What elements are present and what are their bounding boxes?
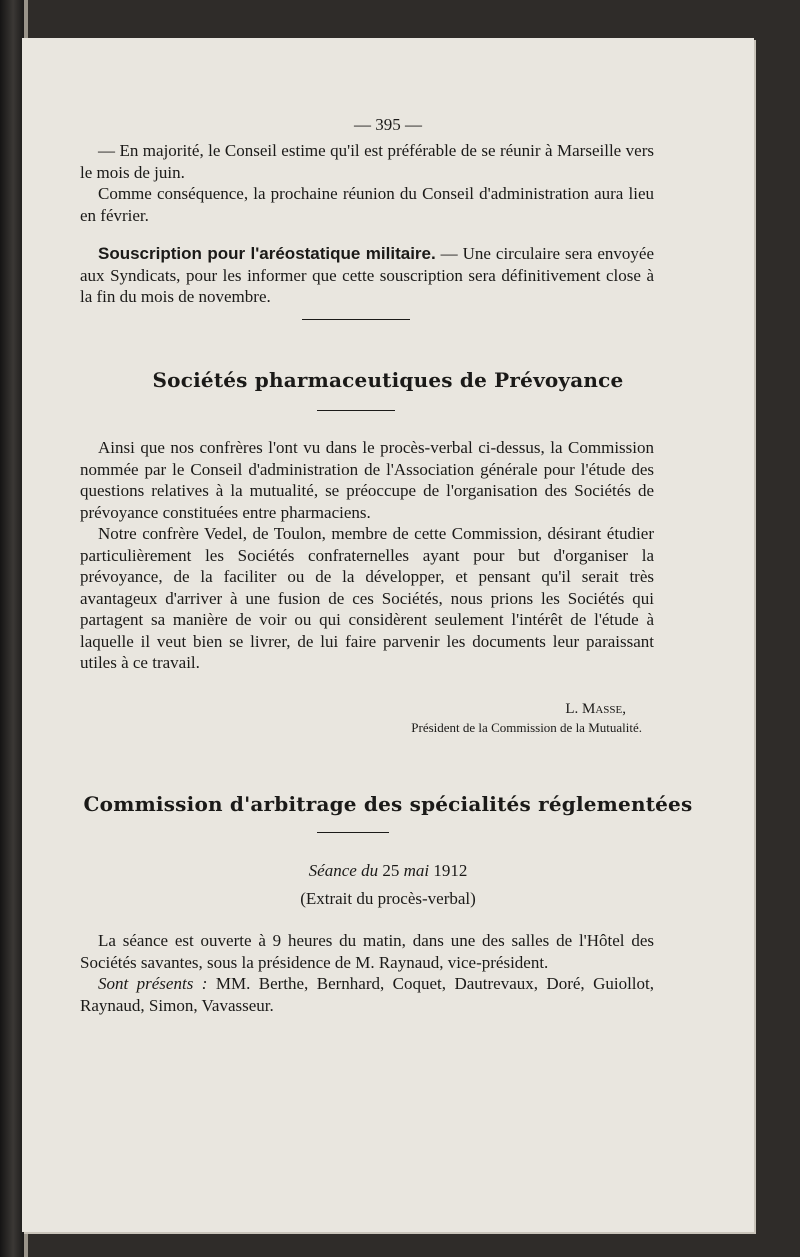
paragraph-presents <box>80 973 654 1016</box>
book-spine <box>0 0 24 1257</box>
paragraph-block-seance <box>80 930 654 1016</box>
document-page <box>22 38 754 1232</box>
separator-rule-1 <box>302 319 410 320</box>
section-heading-arbitrage: Commission d'arbitrage des spécialités réglementées <box>83 792 693 816</box>
souscription-title: Souscription pour l'aréostatique militaire. <box>98 244 436 263</box>
session-date: Séance du 25 mai 1912 <box>308 861 468 880</box>
paragraph-vedel-toulon: Notre confrère Vedel, de Toulon, membre de cette Commission, désirant étudier particulièrement les Sociétés confraternelles ayant pour but d'organiser la prévoyance, de la faciliter ou de la développer, et pensant qu'il serait très avantageux d'arriver à une fusion de ces Sociétés, nous prions les Sociétés qui partagent sa manière de voir ou qui considèrent seulement l'intérêt de l'étude à laquelle il veut bien se livrer, de lui faire parvenir les documents leur paraissant utiles à ce travail. <box>80 524 654 672</box>
paragraph-reunion-fevrier: Comme conséquence, la prochaine réunion du Conseil d'administration aura lieu en février. <box>80 184 654 225</box>
paragraph-souscription <box>80 243 654 308</box>
souscription-body: — Une circulaire sera envoyée aux Syndicats, pour les informer que cette souscription sera définitivement close à la fin du mois de novembre. <box>80 244 654 306</box>
page-number: — 395 — <box>354 115 422 134</box>
section-heading-prevoyance: Sociétés pharmaceutiques de Prévoyance <box>152 368 624 392</box>
separator-rule-2 <box>317 410 395 411</box>
paragraph-conseil-majorite: — En majorité, le Conseil estime qu'il est préférable de se réunir à Marseille vers le mois de juin. <box>80 141 654 182</box>
presents-list: MM. Berthe, Bernhard, Coquet, Dautrevaux, Doré, Guiollot, Raynaud, Simon, Vavasseur. <box>80 974 655 1015</box>
separator-rule-3 <box>317 832 389 833</box>
session-extract: (Extrait du procès-verbal) <box>300 889 476 908</box>
signature-role: Président de la Commission de la Mutualité. <box>411 720 642 735</box>
paragraph-commission-mutualite: Ainsi que nos confrères l'ont vu dans le procès-verbal ci-dessus, la Commission nommée par le Conseil d'administration de l'Association générale pour l'étude des questions relatives à la mutualité, se préoccupe de l'organisation des Sociétés de prévoyance constituées entre pharmaciens. <box>80 438 654 522</box>
presents-label: Sont présents : <box>98 974 208 993</box>
paragraph-block-prevoyance <box>80 437 654 674</box>
paragraph-block-1 <box>80 140 654 226</box>
paragraph-seance-ouverte: La séance est ouverte à 9 heures du matin, dans une des salles de l'Hôtel des Sociétés savantes, sous la présidence de M. Raynaud, vice-président. <box>80 931 654 972</box>
signature-name: L. Masse, <box>565 701 626 717</box>
